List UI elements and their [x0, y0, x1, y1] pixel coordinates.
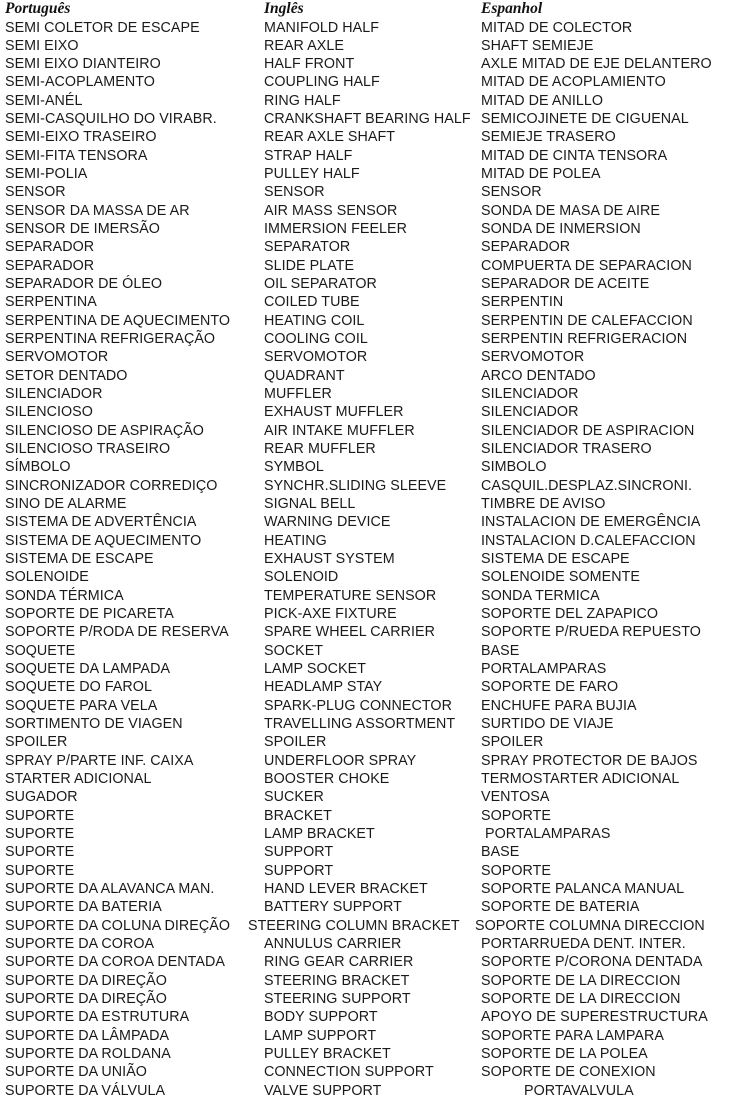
term-english: LAMP BRACKET — [264, 825, 375, 842]
term-english: SUPPORT — [264, 862, 334, 879]
term-portuguese: SOLENOIDE — [5, 569, 89, 586]
glossary-row — [0, 37, 737, 55]
term-english: HAND LEVER BRACKET — [264, 880, 428, 897]
term-spanish: SEPARADOR DE ACEITE — [481, 276, 650, 293]
term-english: CONNECTION SUPPORT — [264, 1064, 434, 1081]
glossary-row — [0, 312, 737, 330]
term-spanish: SOPORTE — [481, 807, 551, 824]
term-spanish: SOPORTE DE FARO — [481, 679, 619, 696]
term-english: HEATING — [264, 532, 327, 549]
term-english: HEATING COIL — [264, 312, 365, 329]
term-english: RING HALF — [264, 92, 341, 109]
term-portuguese: SONDA TÉRMICA — [5, 587, 124, 604]
term-english: SEPARATOR — [264, 239, 351, 256]
term-english: STEERING SUPPORT — [264, 990, 411, 1007]
term-portuguese: SOPORTE DE PICARETA — [5, 606, 174, 622]
glossary-row — [0, 330, 737, 348]
glossary-row — [0, 202, 737, 220]
term-spanish: SILENCIADOR — [481, 386, 579, 403]
glossary-row — [0, 697, 737, 715]
glossary-row — [0, 825, 737, 843]
glossary-row — [0, 128, 737, 146]
glossary-row — [0, 422, 737, 440]
glossary-row — [0, 972, 737, 990]
term-portuguese: SUPORTE DA ESTRUTURA — [5, 1009, 190, 1026]
term-spanish: SPOILER — [481, 734, 544, 751]
term-english: SENSOR — [264, 184, 325, 201]
term-english: REAR MUFFLER — [264, 441, 376, 458]
glossary-row — [0, 55, 737, 73]
term-english: REAR AXLE SHAFT — [264, 129, 396, 146]
term-spanish: BASE — [481, 642, 520, 659]
glossary-row — [0, 532, 737, 550]
term-portuguese: SERPENTINA — [5, 294, 97, 311]
term-portuguese: SINO DE ALARME — [5, 496, 127, 513]
term-english: SOLENOID — [264, 569, 339, 586]
term-spanish: MITAD DE COLECTOR — [481, 19, 633, 36]
term-spanish: SOPORTE P/RUEDA REPUESTO — [481, 624, 701, 641]
term-spanish: BASE — [481, 844, 520, 861]
term-english: STEERING BRACKET — [264, 972, 410, 989]
term-spanish: CASQUIL.DESPLAZ.SINCRONI. — [481, 477, 692, 494]
term-spanish: SEPARADOR — [481, 239, 571, 256]
term-english: RING GEAR CARRIER — [264, 954, 414, 971]
term-portuguese: SUPORTE DA BATERIA — [5, 899, 162, 916]
term-english: BOOSTER CHOKE — [264, 770, 390, 787]
glossary-row — [0, 752, 737, 770]
term-english: STEERING COLUMN BRACKET — [248, 917, 460, 934]
glossary-row — [0, 880, 737, 898]
glossary-row — [0, 917, 737, 935]
term-spanish: SURTIDO DE VIAJE — [481, 715, 614, 732]
glossary-row — [0, 19, 737, 37]
term-portuguese: SEMI-ACOPLAMENTO — [5, 74, 155, 91]
term-portuguese: SUPORTE DA COROA DENTADA — [5, 954, 225, 971]
term-english: UNDERFLOOR SPRAY — [264, 752, 417, 769]
glossary-row — [0, 73, 737, 91]
glossary-rows — [0, 19, 737, 1100]
term-portuguese: SERPENTINA DE AQUECIMENTO — [5, 312, 231, 329]
term-english: COUPLING HALF — [264, 74, 380, 91]
term-spanish: SOPORTE DE LA POLEA — [481, 1045, 648, 1062]
term-portuguese: SILENCIOSO DE ASPIRAÇÃO — [5, 422, 204, 439]
term-english: SPOILER — [264, 734, 327, 751]
term-portuguese: SUPORTE DA ALAVANCA MAN. — [5, 880, 215, 897]
term-portuguese: SUPORTE — [5, 807, 75, 824]
glossary-row — [0, 770, 737, 788]
glossary-row — [0, 183, 737, 201]
term-english: EXHAUST MUFFLER — [264, 404, 404, 421]
term-portuguese: SEPARADOR — [5, 239, 95, 256]
term-english: SYNCHR.SLIDING SLEEVE — [264, 477, 447, 494]
glossary-row — [0, 678, 737, 696]
glossary-row — [0, 990, 737, 1008]
term-english: LAMP SUPPORT — [264, 1027, 377, 1044]
term-english: TRAVELLING ASSORTMENT — [264, 715, 456, 732]
term-portuguese: SOQUETE DA LAMPADA — [5, 660, 171, 677]
term-spanish: SILENCIADOR DE ASPIRACION — [481, 422, 695, 439]
term-spanish: SENSOR — [481, 184, 542, 201]
term-portuguese: SEPARADOR DE ÓLEO — [5, 276, 163, 293]
term-english: VALVE SUPPORT — [264, 1082, 382, 1099]
term-spanish: SHAFT SEMIEJE — [481, 37, 594, 54]
term-portuguese: SINCRONIZADOR CORREDIÇO — [5, 477, 218, 494]
term-english: ANNULUS CARRIER — [264, 935, 402, 952]
term-english: SPARE WHEEL CARRIER — [264, 624, 435, 641]
term-spanish: SONDA DE MASA DE AIRE — [481, 202, 661, 219]
term-spanish: SOPORTE — [481, 862, 551, 879]
term-spanish: INSTALACION D.CALEFACCION — [481, 532, 696, 549]
term-spanish: SOPORTE PALANCA MANUAL — [481, 880, 685, 897]
term-english: BRACKET — [264, 807, 332, 824]
term-spanish: VENTOSA — [481, 789, 550, 806]
term-spanish: ENCHUFE PARA BUJIA — [481, 697, 637, 714]
term-english: SOCKET — [264, 642, 324, 659]
term-spanish: SONDA DE INMERSION — [481, 221, 641, 238]
term-spanish: SERVOMOTOR — [481, 349, 585, 366]
glossary-row — [0, 550, 737, 568]
glossary-row — [0, 733, 737, 751]
term-portuguese: SISTEMA DE AQUECIMENTO — [5, 532, 202, 549]
term-spanish: SEMIEJE TRASERO — [481, 129, 616, 146]
glossary-row — [0, 257, 737, 275]
term-portuguese: SUPORTE DA VÁLVULA — [5, 1082, 166, 1099]
glossary-row — [0, 477, 737, 495]
term-spanish: SOPORTE PARA LAMPARA — [481, 1027, 664, 1044]
term-spanish: SONDA TERMICA — [481, 587, 600, 604]
term-spanish: AXLE MITAD DE EJE DELANTERO — [481, 56, 712, 73]
term-spanish: MITAD DE ANILLO — [481, 92, 604, 109]
term-portuguese: SEMI COLETOR DE ESCAPE — [5, 19, 200, 36]
term-portuguese: SUPORTE DA ROLDANA — [5, 1045, 171, 1062]
term-spanish: SILENCIADOR — [481, 404, 579, 421]
term-portuguese: STARTER ADICIONAL — [5, 770, 152, 787]
term-english: PULLEY BRACKET — [264, 1045, 391, 1062]
term-spanish: SIMBOLO — [481, 459, 547, 476]
header-english: Inglês — [264, 0, 304, 17]
term-english: CRANKSHAFT BEARING HALF — [264, 111, 471, 128]
term-portuguese: SERVOMOTOR — [5, 349, 109, 366]
term-portuguese: SILENCIADOR — [5, 386, 103, 403]
term-spanish: SOPORTE DEL ZAPAPICO — [481, 606, 659, 622]
term-english: SIGNAL BELL — [264, 496, 356, 513]
glossary-row — [0, 458, 737, 476]
glossary-row — [0, 953, 737, 971]
glossary-row — [0, 165, 737, 183]
term-english: SYMBOL — [264, 459, 324, 476]
glossary-row — [0, 348, 737, 366]
term-english: MANIFOLD HALF — [264, 19, 380, 36]
term-spanish: PORTALAMPARAS — [481, 825, 611, 842]
glossary-row — [0, 660, 737, 678]
term-english: SLIDE PLATE — [264, 257, 355, 274]
term-english: SERVOMOTOR — [264, 349, 368, 366]
glossary-row — [0, 110, 737, 128]
term-portuguese: SUPORTE — [5, 825, 75, 842]
term-spanish: SISTEMA DE ESCAPE — [481, 551, 630, 568]
term-portuguese: SOQUETE PARA VELA — [5, 697, 158, 714]
term-portuguese: SUPORTE DA DIREÇÃO — [5, 990, 167, 1007]
term-english: QUADRANT — [264, 367, 345, 384]
glossary-row — [0, 440, 737, 458]
glossary-row — [0, 623, 737, 641]
glossary-row — [0, 862, 737, 880]
term-english: EXHAUST SYSTEM — [264, 551, 395, 568]
term-portuguese: SERPENTINA REFRIGERAÇÃO — [5, 331, 216, 348]
glossary-row — [0, 587, 737, 605]
term-portuguese: SEMI EIXO DIANTEIRO — [5, 56, 161, 73]
glossary-row — [0, 898, 737, 916]
term-english: TEMPERATURE SENSOR — [264, 587, 437, 604]
term-spanish: APOYO DE SUPERESTRUCTURA — [481, 1009, 708, 1026]
term-portuguese: SUPORTE DA UNIÃO — [5, 1064, 147, 1081]
header-portuguese: Português — [5, 0, 71, 17]
term-portuguese: SÍMBOLO — [5, 459, 71, 476]
term-spanish: SERPENTIN DE CALEFACCION — [481, 312, 693, 329]
term-spanish: MITAD DE ACOPLAMIENTO — [481, 74, 666, 91]
term-portuguese: SUPORTE DA DIREÇÃO — [5, 972, 167, 989]
glossary-row — [0, 367, 737, 385]
term-english: WARNING DEVICE — [264, 514, 391, 531]
term-portuguese: SETOR DENTADO — [5, 367, 128, 384]
glossary-row — [0, 1082, 737, 1100]
term-english: BATTERY SUPPORT — [264, 899, 402, 916]
term-spanish: SOPORTE DE BATERIA — [481, 899, 640, 916]
glossary-row — [0, 293, 737, 311]
term-english: SPARK-PLUG CONNECTOR — [264, 697, 452, 714]
term-english: COOLING COIL — [264, 331, 368, 348]
term-portuguese: SUPORTE — [5, 844, 75, 861]
term-spanish: SOLENOIDE SOMENTE — [481, 569, 640, 586]
term-english: LAMP SOCKET — [264, 660, 366, 677]
term-spanish: SPRAY PROTECTOR DE BAJOS — [481, 752, 698, 769]
term-portuguese: SUPORTE DA COROA — [5, 935, 155, 952]
term-spanish: PORTALAMPARAS — [481, 660, 607, 677]
term-spanish: COMPUERTA DE SEPARACION — [481, 257, 692, 274]
term-english: REAR AXLE — [264, 37, 344, 54]
term-spanish: SOPORTE DE LA DIRECCION — [481, 990, 681, 1007]
glossary-row — [0, 220, 737, 238]
glossary-row — [0, 92, 737, 110]
term-english: AIR MASS SENSOR — [264, 202, 398, 219]
term-portuguese: SOPORTE P/RODA DE RESERVA — [5, 624, 229, 641]
term-portuguese: SISTEMA DE ADVERTÊNCIA — [5, 514, 197, 531]
term-spanish: SERPENTIN — [481, 294, 564, 311]
term-english: COILED TUBE — [264, 294, 360, 311]
glossary-row — [0, 1045, 737, 1063]
glossary-row — [0, 807, 737, 825]
term-spanish: SOPORTE COLUMNA DIRECCION — [475, 917, 705, 934]
term-english: SUCKER — [264, 789, 324, 806]
glossary-row — [0, 1008, 737, 1026]
glossary-row — [0, 843, 737, 861]
glossary-row — [0, 513, 737, 531]
term-portuguese: SPOILER — [5, 734, 68, 751]
term-portuguese: SUPORTE DA COLUNA DIREÇÃO — [5, 917, 231, 934]
term-english: STRAP HALF — [264, 147, 353, 164]
term-portuguese: SUGADOR — [5, 789, 78, 806]
term-spanish: MITAD DE CINTA TENSORA — [481, 147, 668, 164]
term-portuguese: SOQUETE — [5, 642, 76, 659]
term-spanish: SILENCIADOR TRASERO — [481, 441, 652, 458]
term-portuguese: SENSOR DE IMERSÃO — [5, 221, 160, 238]
glossary-row — [0, 568, 737, 586]
term-portuguese: SEMI-POLIA — [5, 166, 88, 183]
glossary-row — [0, 495, 737, 513]
term-spanish: SOPORTE DE LA DIRECCION — [481, 972, 681, 989]
term-spanish: ARCO DENTADO — [481, 367, 596, 384]
glossary-row — [0, 715, 737, 733]
term-spanish: TIMBRE DE AVISO — [481, 496, 606, 513]
term-portuguese: SENSOR DA MASSA DE AR — [5, 202, 190, 219]
term-portuguese: SEMI-EIXO TRASEIRO — [5, 129, 157, 146]
term-spanish: SOPORTE P/CORONA DENTADA — [481, 954, 703, 971]
glossary-row — [0, 1063, 737, 1081]
glossary-row — [0, 935, 737, 953]
glossary-row — [0, 788, 737, 806]
header-spanish: Espanhol — [481, 0, 543, 17]
term-portuguese: SEMI EIXO — [5, 37, 79, 54]
term-english: IMMERSION FEELER — [264, 221, 407, 238]
glossary-row — [0, 385, 737, 403]
term-english: AIR INTAKE MUFFLER — [264, 422, 415, 439]
term-portuguese: SUPORTE DA LÂMPADA — [5, 1027, 170, 1044]
term-english: MUFFLER — [264, 386, 332, 403]
term-portuguese: SUPORTE — [5, 862, 75, 879]
glossary-row — [0, 642, 737, 660]
term-english: SUPPORT — [264, 844, 334, 861]
glossary-row — [0, 403, 737, 421]
term-portuguese: SEPARADOR — [5, 257, 95, 274]
glossary-row — [0, 147, 737, 165]
term-spanish: INSTALACION DE EMERGÊNCIA — [481, 514, 701, 531]
term-portuguese: SEMI-FITA TENSORA — [5, 147, 148, 164]
term-portuguese: SPRAY P/PARTE INF. CAIXA — [5, 752, 194, 769]
term-spanish: MITAD DE POLEA — [481, 166, 601, 183]
term-english: HEADLAMP STAY — [264, 679, 383, 696]
term-spanish: SOPORTE DE CONEXION — [481, 1064, 656, 1081]
term-spanish: PORTARRUEDA DENT. INTER. — [481, 935, 686, 952]
glossary-row — [0, 605, 737, 623]
term-spanish: SEMICOJINETE DE CIGUENAL — [481, 111, 689, 128]
term-english: PICK-AXE FIXTURE — [264, 606, 397, 622]
term-english: BODY SUPPORT — [264, 1009, 378, 1026]
glossary-row — [0, 1027, 737, 1045]
term-english: HALF FRONT — [264, 56, 355, 73]
term-english: PULLEY HALF — [264, 166, 360, 183]
term-portuguese: SORTIMENTO DE VIAGEN — [5, 715, 183, 732]
term-spanish: TERMOSTARTER ADICIONAL — [481, 770, 680, 787]
term-portuguese: SEMI-CASQUILHO DO VIRABR. — [5, 111, 217, 128]
term-portuguese: SEMI-ANÉL — [5, 92, 83, 109]
term-portuguese: SILENCIOSO TRASEIRO — [5, 441, 171, 458]
term-spanish: PORTAVALVULA — [524, 1082, 634, 1099]
glossary-row — [0, 275, 737, 293]
term-portuguese: SISTEMA DE ESCAPE — [5, 551, 154, 568]
term-portuguese: SENSOR — [5, 184, 66, 201]
term-portuguese: SILENCIOSO — [5, 404, 93, 421]
term-spanish: SERPENTIN REFRIGERACION — [481, 331, 688, 348]
term-english: OIL SEPARATOR — [264, 276, 377, 293]
term-portuguese: SOQUETE DO FAROL — [5, 679, 152, 696]
glossary-row — [0, 238, 737, 256]
